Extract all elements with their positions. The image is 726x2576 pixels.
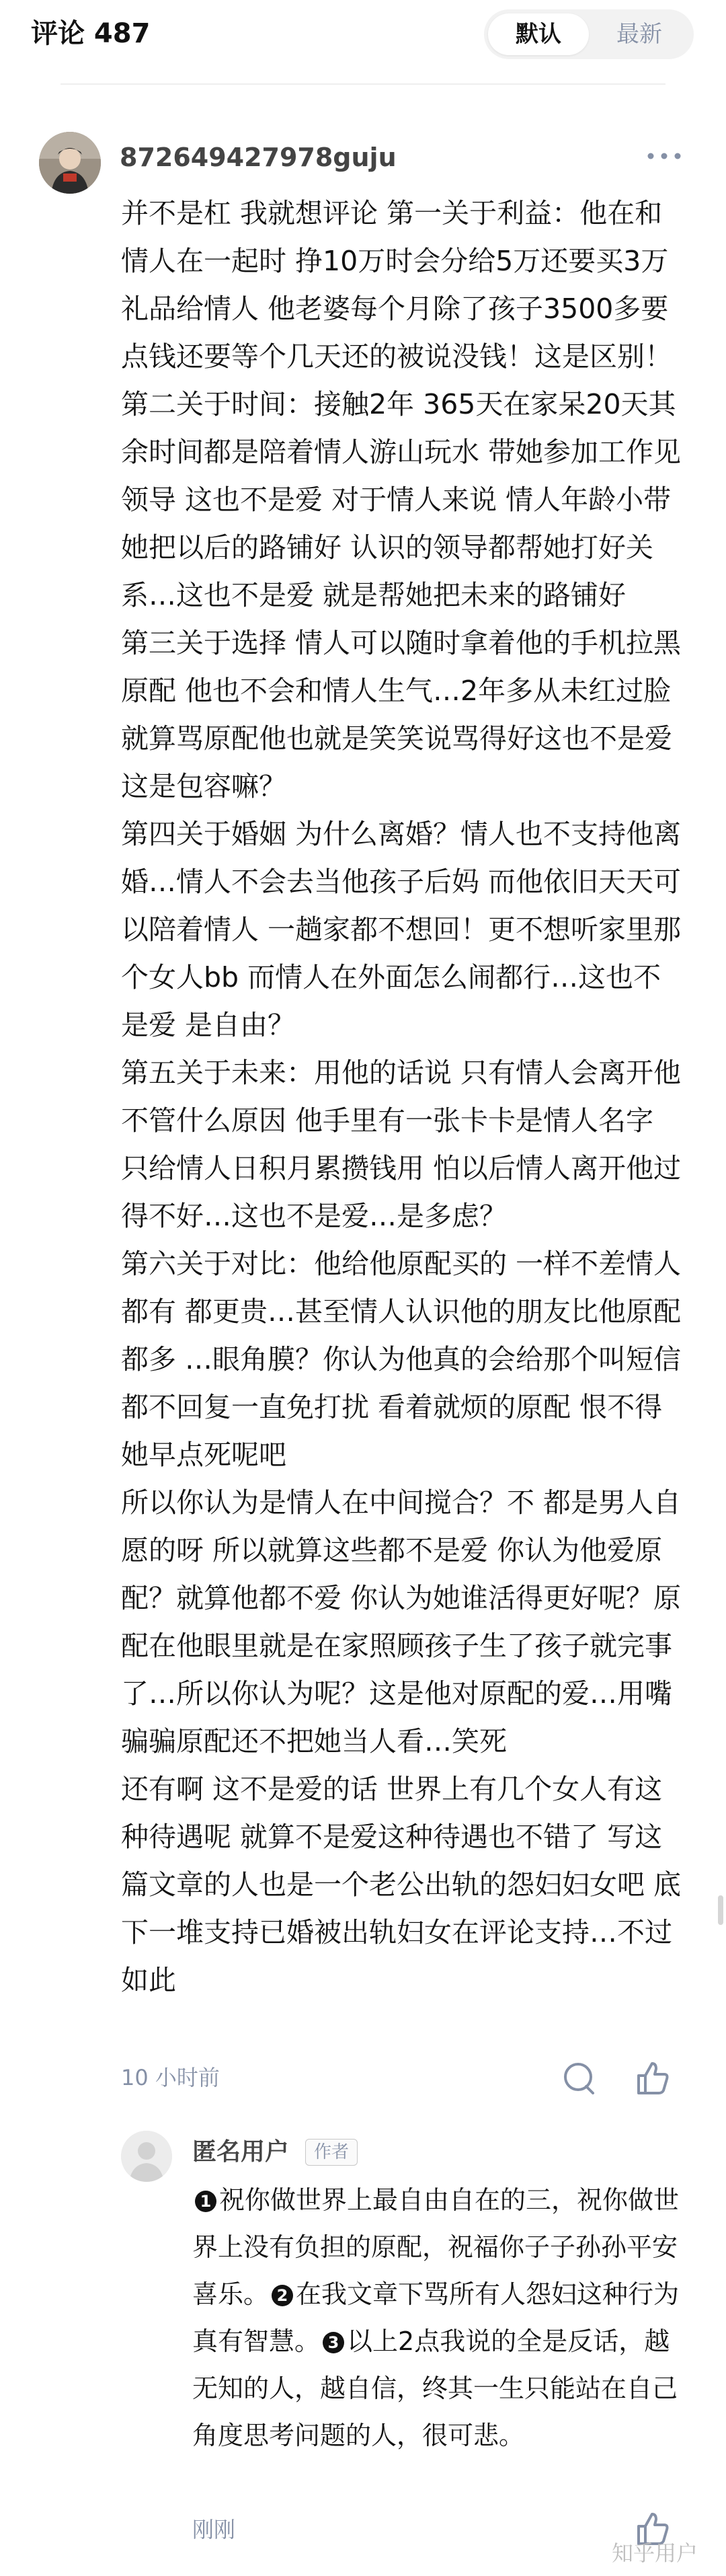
reply-sentence: 祝你做世界上最自由自在的三，祝你做世界上没有负担的原配，祝福你子子孙孙平安喜乐。 [192, 2185, 680, 2309]
comment-username[interactable]: 872649427978guju [120, 143, 397, 172]
watermark: 知乎用户 [612, 2540, 698, 2566]
comments-title: 评论 487 [31, 18, 151, 49]
like-icon[interactable] [632, 2058, 672, 2098]
comment-paragraph: 第四关于婚姻 为什么离婚？情人也不支持他离婚…情人不会去当他孩子后妈 而他依旧天天可以陪着情人 一趟家都不想回！更不想听家里那个女人bb 而情人在外面怎么闹都行…这也不是爱 是自由？ [121, 818, 682, 1041]
scrollbar[interactable] [718, 1895, 723, 1925]
reply-sentence: 以上2点我说的全是反话，越无知的人，越自信，终其一生只能站在自己角度思考问题的人，很可悲。 [192, 2326, 678, 2450]
reply-username[interactable]: 匿名用户 [192, 2138, 290, 2166]
reply-icon[interactable] [559, 2059, 600, 2097]
comment-paragraph: 并不是杠 我就想评论 第一关于利益：他在和情人在一起时 挣10万时会分给5万还要买3万礼品给情人 他老婆每个月除了孩子3500多要点钱还要等个几天还的被说没钱！这是区别！ [121, 197, 672, 373]
sort-toggle [484, 9, 694, 59]
reply-time: 刚刚 [192, 2517, 236, 2542]
comment-paragraph: 还有啊 这不是爱的话 世界上有几个女人有这种待遇呢 就算不是爱这种待遇也不错了 写这篇文章的人也是一个老公出轨的怨妇妇女吧 底下一堆支持已婚被出轨妇女在评论支持…不过如此 [121, 1773, 682, 1996]
comment-body [121, 190, 686, 2004]
author-badge: 作者 [305, 2139, 358, 2166]
comments-header [0, 0, 726, 70]
avatar[interactable] [39, 132, 101, 194]
comment-paragraph: 第六关于对比：他给他原配买的 一样不差情人都有 都更贵…甚至情人认识他的朋友比他原配都多 …眼角膜？你认为他真的会给那个叫短信都不回复一直免打扰 看着就烦的原配 恨不得她早点死呢吧 [121, 1248, 682, 1471]
comment-paragraph: 第三关于选择 情人可以随时拿着他的手机拉黑原配 他也不会和情人生气…2年多从未红过脸 就算骂原配他也就是笑笑说骂得好这也不是爱 这是包容嘛？ [121, 627, 682, 802]
sort-latest-button[interactable]: 最新 [616, 21, 662, 48]
comment-paragraph: 第五关于未来：用他的话说 只有情人会离开他 不管什么原因 他手里有一张卡卡是情人名字 只给情人日积月累攒钱用 怕以后情人离开他过得不好…这也不是爱…是多虑？ [121, 1057, 682, 1232]
reply-body [192, 2176, 683, 2459]
header-divider [61, 83, 666, 85]
sort-default-button[interactable]: 默认 [488, 13, 589, 55]
comment-paragraph: 所以你认为是情人在中间搅合？不 都是男人自愿的呀 所以就算这些都不是爱 你认为他爱原配？就算他都不爱 你认为她谁活得更好呢？原配在他眼里就是在家照顾孩子生了孩子就完事了…所以你认为呢？这是他对原配的爱…用嘴骗骗原配还不把她当人看…笑死 [121, 1486, 682, 1757]
number-1-icon: 1 [195, 2191, 216, 2212]
reply-sentence: 在我文章下骂所有人怨妇这种行为真有智慧。 [192, 2279, 680, 2356]
number-2-icon: 2 [272, 2285, 293, 2306]
reply-avatar[interactable] [121, 2131, 172, 2182]
more-options-icon[interactable] [644, 143, 684, 169]
comment-time: 10 小时前 [121, 2065, 220, 2090]
comment-paragraph: 第二关于时间：接触2年 365天在家呆20天其余时间都是陪着情人游山玩水 带她参加工作见领导 这也不是爱 对于情人来说 情人年龄小带她把以后的路铺好 认识的领导都帮她打好关系…这也不是爱 就是帮她把未来的路铺好 [121, 388, 682, 611]
number-3-icon: 3 [323, 2332, 344, 2353]
